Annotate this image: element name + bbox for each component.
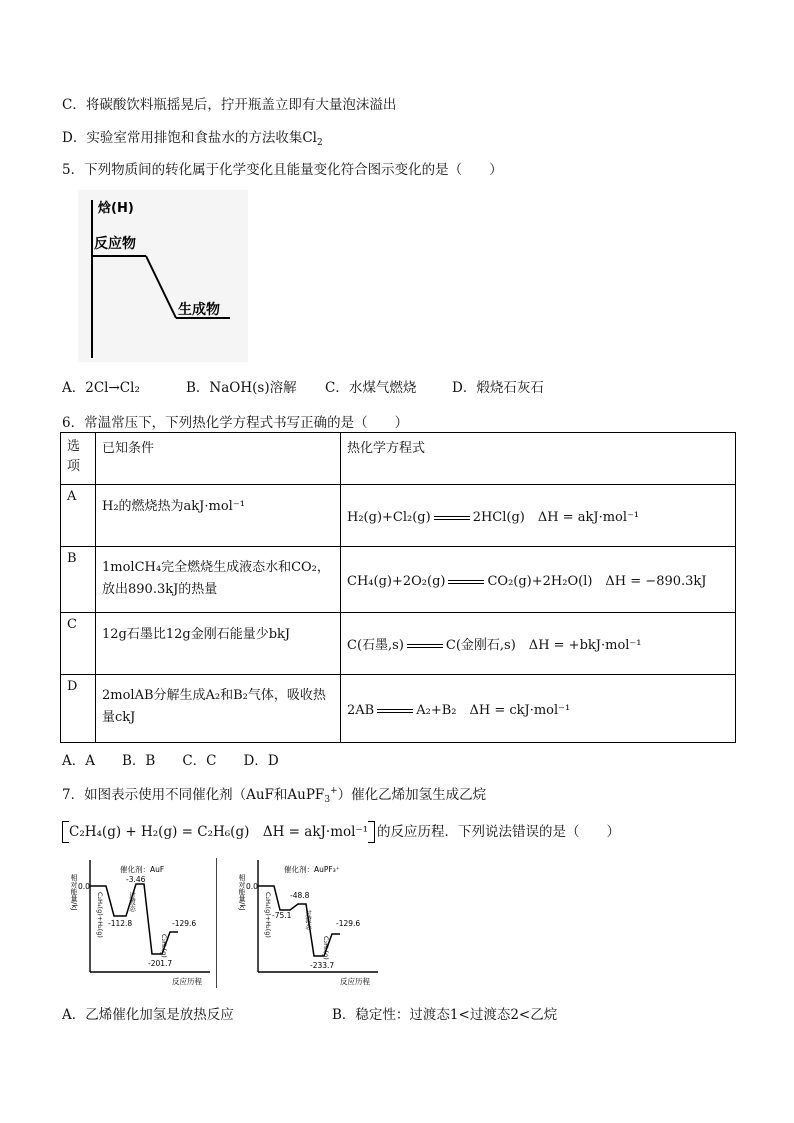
value-int1: -112.8 — [108, 919, 133, 928]
q6-table — [60, 432, 736, 743]
x-axis-label: 反应历程 — [172, 977, 202, 986]
question-6-stem: 6．常温常压下，下列热化学方程式书写正确的是（ ） — [62, 415, 409, 431]
option-c-text: C．将碳酸饮料瓶摇晃后，拧开瓶盖立即有大量泡沫溢出 — [62, 97, 397, 113]
product-label: 生成物 — [178, 302, 220, 318]
question-5-stem: 5．下列物质间的转化属于化学变化且能量变化符合图示变化的是（ ） — [62, 162, 503, 178]
diagram-divider — [216, 858, 217, 988]
table-row — [61, 613, 736, 675]
row-label: A — [61, 485, 96, 547]
value-int2: -233.7 — [310, 961, 335, 970]
ts-label: 过渡态 — [304, 910, 312, 930]
row-condition: H₂的燃烧热为akJ·mol⁻¹ — [96, 485, 341, 547]
table-row — [61, 547, 736, 613]
q5-option-a: A．2Cl→Cl₂ — [62, 380, 140, 396]
table-row — [61, 485, 736, 547]
q5-option-c: C．水煤气燃烧 — [325, 380, 417, 396]
header-equation: 热化学方程式 — [341, 433, 736, 485]
question-7-stem: 7．如图表示使用不同催化剂（AuF和AuPF$_3$+）催化乙烯加氢生成乙烷 — [62, 786, 487, 805]
ts-label: 过渡态 — [128, 892, 136, 912]
value-start: 0.0 — [246, 882, 258, 891]
start-species-label: C₂H₄(g)+H₂(g) — [264, 892, 272, 938]
start-species-label: C₂H₄(g)+H₂(g) — [96, 892, 104, 938]
q6-options: A．A B．B C．C D．D — [62, 753, 279, 769]
end-species-label: C₂H₆(g) — [160, 934, 168, 958]
row-condition: 2molAB分解生成A₂和B₂气体，吸收热量ckJ — [96, 675, 341, 743]
row-equation: C(石墨,s) C(金刚石,s) ΔH = +bkJ·mol⁻¹ — [341, 613, 736, 675]
value-ts: -48.8 — [290, 891, 310, 900]
q7-option-b: B．稳定性：过渡态1<过渡态2<乙烷 — [332, 1007, 558, 1023]
value-ts: -3.46 — [126, 875, 146, 884]
y-axis-label: 相对能量/kJ — [70, 874, 78, 911]
table-row — [61, 675, 736, 743]
energy-diagram-auf — [64, 854, 216, 988]
value-start: 0.0 — [78, 882, 90, 891]
q5-option-b: B．NaOH(s)溶解 — [186, 380, 297, 396]
y-axis-label: 相对能量/kJ — [238, 874, 246, 911]
row-condition: 1molCH₄完全燃烧生成液态水和CO₂，放出890.3kJ的热量 — [96, 547, 341, 613]
header-condition: 已知条件 — [96, 433, 341, 485]
y-axis-label: 焓(H) — [98, 201, 134, 216]
row-label: B — [61, 547, 96, 613]
reactant-label: 反应物 — [94, 236, 136, 252]
header-option: 选项 — [61, 433, 96, 485]
q5-enthalpy-diagram — [78, 190, 248, 362]
table-header-row — [61, 433, 736, 485]
x-axis-label: 反应历程 — [340, 977, 370, 986]
row-condition: 12g石墨比12g金刚石能量少bkJ — [96, 613, 341, 675]
row-label: C — [61, 613, 96, 675]
catalyst-label: 催化剂：AuF — [120, 865, 165, 874]
row-equation: 2AB A₂+B₂ ΔH = ckJ·mol⁻¹ — [341, 675, 736, 743]
q5-option-d: D．煅烧石灰石 — [452, 380, 544, 396]
value-end: -129.6 — [336, 919, 361, 928]
value-end: -129.6 — [172, 919, 197, 928]
value-int1: -75.1 — [272, 911, 292, 920]
energy-diagram-aupf3 — [232, 854, 382, 988]
row-label: D — [61, 675, 96, 743]
question-7-stem-line2: C₂H₄(g) + H₂(g) = C₂H₆(g) ΔH = akJ·mol⁻¹ 的反应历程．下列说法错误的是（ ） — [62, 820, 620, 840]
option-d-text: D．实验室常用排饱和食盐水的方法收集$Cl_2$ — [62, 130, 323, 148]
value-int2: -201.7 — [148, 959, 173, 968]
end-species-label: C₂H₆(g) — [322, 936, 330, 960]
row-equation: CH₄(g)+2O₂(g) CO₂(g)+2H₂O(l) ΔH = −890.3kJ — [341, 547, 736, 613]
q7-option-a: A．乙烯催化加氢是放热反应 — [62, 1007, 234, 1023]
row-equation: H₂(g)+Cl₂(g) 2HCl(g) ΔH = akJ·mol⁻¹ — [341, 485, 736, 547]
catalyst-label: 催化剂：AuPF₃⁺ — [284, 865, 340, 874]
